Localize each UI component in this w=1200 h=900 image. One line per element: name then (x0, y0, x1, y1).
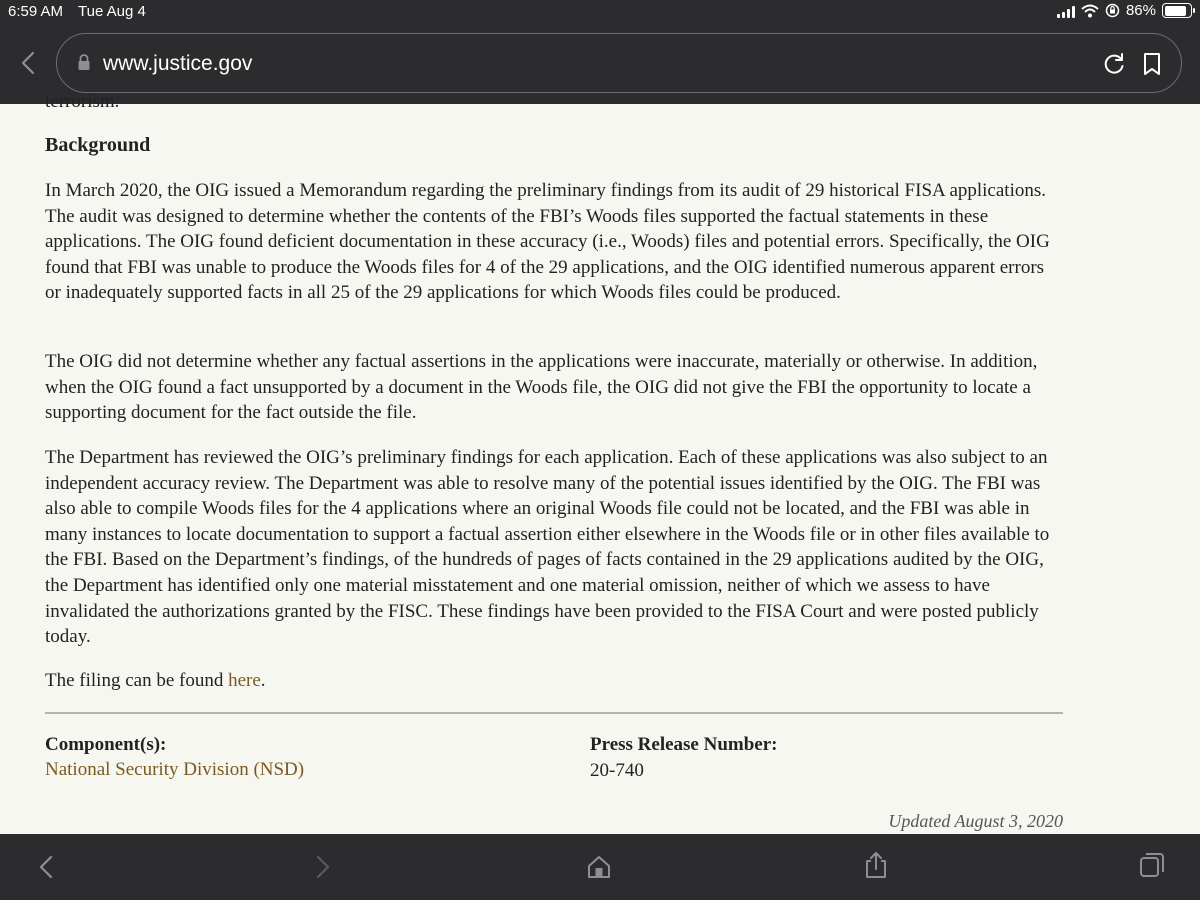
address-bar[interactable] (56, 33, 1182, 93)
section-heading: Background (45, 134, 151, 156)
reload-icon[interactable] (1101, 51, 1127, 77)
battery-icon (1162, 3, 1192, 18)
page-content (0, 91, 1200, 834)
component-label: Component(s): (45, 734, 167, 755)
lock-icon (77, 53, 91, 71)
share-icon[interactable] (863, 850, 889, 880)
battery-fill (1165, 6, 1187, 16)
status-indicators (1057, 2, 1192, 19)
clipped-text: terrorism. (45, 91, 120, 112)
filing-text: The filing can be found (45, 670, 229, 691)
status-bar (0, 0, 1200, 24)
component-link[interactable]: National Security Division (NSD) (45, 759, 305, 780)
forward-icon[interactable] (313, 854, 333, 880)
status-time: 6:59 AM (8, 3, 64, 20)
paragraph-3: The Department has reviewed the OIG’s preliminary findings for each application. Each of these applications was also subject to an independent accuracy review. The Department was able to resolve many of the potential issues identified by the OIG. The FBI was also able to compile Woods files for the 4 applications where an original Woods file could not be located, and the FBI was able in many instances to locate documentation to support a factual assertion either elsewhere in the Woods file or in other files available to the FBI. Based on the Department’s findings, of the hundreds of pages of facts contained in the 29 applications audited by the OIG, the Department has identified only one material misstatement and one material omission, neither of which we assess to have invalidated the authorizations granted by the FISC. These findings have been provided to the FISA Court and were posted publicly today. (45, 447, 1050, 648)
tabs-icon[interactable] (1138, 851, 1166, 879)
status-date: Tue Aug 4 (78, 3, 146, 20)
filing-period: . (260, 670, 266, 691)
home-icon[interactable] (586, 854, 612, 880)
paragraph-2: The OIG did not determine whether any factual assertions in the applications were inaccurate, materially or otherwise. In addition, when the OIG found a fact unsupported by a document in the Woods file, the OIG did not give the FBI the opportunity to locate a supporting document for the fact outside the file. (45, 351, 1038, 424)
bookmark-icon[interactable] (1141, 51, 1163, 77)
url-text[interactable]: www.justice.gov (103, 52, 253, 75)
paragraph-1: In March 2020, the OIG issued a Memorandum regarding the preliminary findings from its audit of 29 historical FISA applications. The audit was designed to determine whether the contents of the FBI’s Woods files supported the factual statements in these applications. The OIG found deficient documentation in these accuracy (i.e., Woods) files and potential errors. Specifically, the OIG found that FBI was unable to produce the Woods files for 4 of the 29 applications, and the OIG identified numerous apparent errors or inadequately supported facts in all 25 of the 29 applications for which Woods files could be produced. (45, 180, 1050, 304)
press-release-number: 20-740 (590, 760, 644, 781)
divider (45, 712, 1063, 714)
bottom-toolbar (0, 834, 1200, 900)
battery-percent: 86% (1125, 2, 1156, 19)
updated-date: Updated August 3, 2020 (888, 811, 1063, 831)
back-icon[interactable] (36, 854, 56, 880)
browser-toolbar (0, 24, 1200, 104)
press-release-label: Press Release Number: (590, 734, 778, 755)
wifi-icon (1081, 4, 1099, 18)
filing-link[interactable]: here (228, 670, 261, 691)
orientation-lock-icon (1105, 3, 1120, 18)
filing-paragraph (45, 668, 1060, 694)
back-icon[interactable] (14, 48, 44, 78)
signal-icon (1057, 4, 1075, 18)
